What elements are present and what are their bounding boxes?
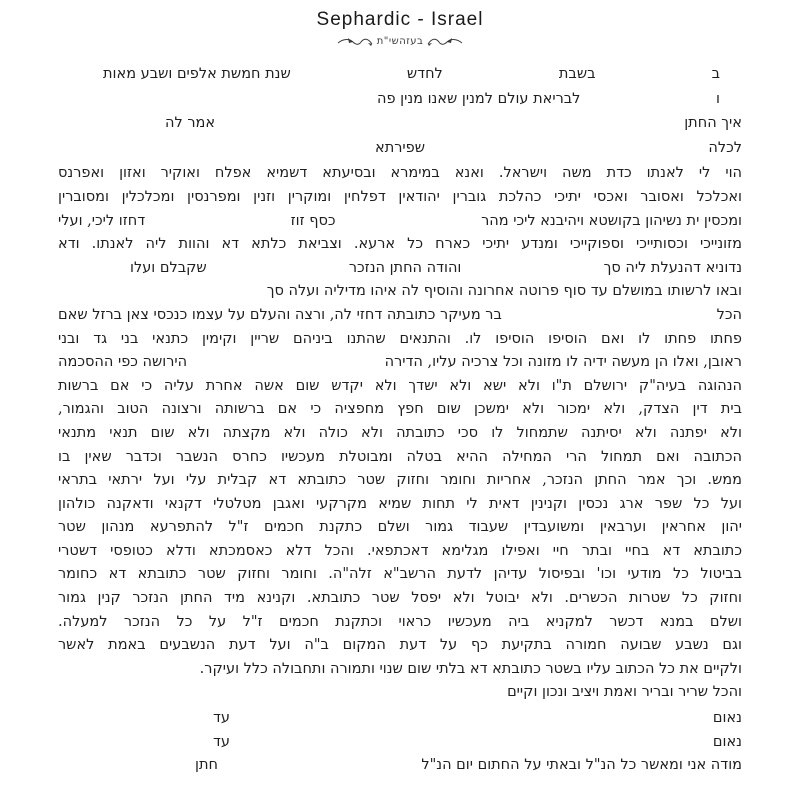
document-line: ולא יפתנה ולא יסיתנה שתמחול לו סכי כתובתה ולא כולה ולא מקצתה ולא שום תנאי מתנאי xyxy=(58,424,742,441)
ketubah-document xyxy=(0,8,800,808)
page-title: Sephardic - Israel xyxy=(316,9,484,30)
document-line: פחתו פחתו לו ואם הוסיפו הוסיפו לו. והתנאים שהתנו ביניהם שריין וקימין כתנאי בני גד ובני xyxy=(58,330,742,347)
document-line: ואכלכל ואסובר ואכסי יתיכי כהלכת גוברין יהודאין דפלחין ומוקרין וזנין ומפרנסין ומכלכלין ומסוברין xyxy=(58,188,742,205)
document-line: הנהוגה בעיה"ק ירושלם ת"ו ולא ישא ולא ישדך ולא יקדש שום אשה אחרת עליה כי אם ברשות xyxy=(58,377,742,394)
line-segment: נדוניא דהנעלת ליה סך xyxy=(603,259,742,276)
document-line: וגם נשבע שבועה חמורה בתקיעת כף על דעת המקום ב"ה ועל דעת הנשבעים באמת לאשר xyxy=(58,637,742,654)
line-segment: נאום xyxy=(712,710,742,727)
document-line xyxy=(58,304,742,328)
line-segment: ראובן, ואלו הן מעשה ידיה לו מזונה וכל צרכיה עליו, הדירה xyxy=(384,354,742,371)
line-segment: עד xyxy=(213,710,230,727)
document-header-lines xyxy=(58,62,742,160)
document-line xyxy=(58,136,742,161)
document-line: ולקיים את כל הכתוב עליו בשטר כתובתא דא בלתי שום שנוי ותמורה ותחבולה כלל ועיקר. xyxy=(199,660,742,677)
document-line xyxy=(58,62,742,87)
document-line xyxy=(58,351,742,375)
line-segment: הירושה כפי ההסכמה xyxy=(58,354,188,371)
document-line xyxy=(58,707,742,731)
line-segment: נאום xyxy=(712,733,742,750)
line-segment: דחזו ליכי, ועלי xyxy=(58,212,146,229)
document-line xyxy=(58,210,742,234)
document-line: כתובתא דא בחיי ובתר חיי ואפילו מגלימא דאכתפאי. והכל דלא כאסמכתא ודלא כטופסי דשטרי xyxy=(58,542,742,559)
line-segment: ו xyxy=(716,90,720,107)
line-segment: כסף זוז xyxy=(290,212,336,229)
line-segment: שפירתא xyxy=(375,139,425,156)
line-segment: לכלה xyxy=(708,139,742,156)
document-line: ממש. וכך אמר החתן הנזכר, אחריות וחומר וחזוק שטר כתובתא דא קבלית עלי ועל ירתאי בתראי xyxy=(58,472,742,489)
document-line xyxy=(58,257,742,281)
line-segment: הכל xyxy=(716,306,742,323)
ornament xyxy=(0,36,800,48)
line-segment: עד xyxy=(213,733,230,750)
document-line xyxy=(58,87,742,112)
document-line: יהון אחראין וערבאין ומשועבדין שעבוד גמור ושלם כתקנת חכמים ז"ל להתפרעא מנהון שטר xyxy=(58,519,742,536)
document-line: בביטול כל מודעי וכו' ובפיסול עדיהן לדעת הרשב"א זלה"ה. וחומר וחזוק שטר כתובתא דא כחומר xyxy=(58,566,742,583)
document-line: וחזוק כל שטרות הכשרים. ולא יבוטל ולא יפסל שטר כתובתא. וקנינא מיד החתן הנזכר קנין גמור xyxy=(58,590,742,607)
document-line xyxy=(58,111,742,136)
line-segment: בשבת xyxy=(558,66,596,82)
document-text xyxy=(0,62,800,778)
document-line: מזונייכי וכסותייכי וספוקייכי ומנדע יתיכי כארח כל ארעא. וצביאת כלתא דא והוות ליה לאנתו. ודא xyxy=(58,236,742,253)
line-segment: שנת חמשת אלפים ושבע מאות xyxy=(103,66,291,82)
line-segment: חתן xyxy=(195,757,218,774)
document-line: והכל שריר ובריר ואמת ויציב ונכון וקיים xyxy=(507,684,742,701)
line-segment: והודה החתן הנזכר xyxy=(348,259,462,276)
flourish-left-icon xyxy=(336,36,374,48)
line-segment: ב xyxy=(711,66,720,82)
line-segment: שקבלם ועלו xyxy=(130,259,207,276)
line-segment: אמר לה xyxy=(165,115,216,132)
document-line: ושלם במנא דכשר למקניא ביה מעכשיו כראוי וכתקנת חכמים ז"ל על כל הנזכר למעלה. xyxy=(58,613,742,630)
line-segment: לבריאת עולם למנין שאנו מנין פה xyxy=(377,90,581,107)
line-segment: לחדש xyxy=(406,66,443,82)
line-segment: מודה אני ומאשר כל הנ"ל ובאתי על החתום יום הנ"ל xyxy=(421,757,742,774)
document-line: ובאו לרשותו במושלם עד סוף פרוטה אחרונה והוסיף לה איהו מדיליה ועלה סך xyxy=(266,283,742,300)
ornament-text: בעזהשי"ת xyxy=(376,36,424,47)
document-line: ועל כל שפר ארג נכסין וקנינין דאית לי תחות שמיא מקרקעי ואגבן מטלטלי דקנאי ודאקנה כולהון xyxy=(58,495,742,512)
document-line: בית דין הצדק, ולא ימכור ולא ימשכן שום חפץ מחפציה כי אם ברשותה ורצונה הטוב והגמור, xyxy=(58,401,742,418)
document-signature-lines xyxy=(58,707,742,778)
flourish-right-icon xyxy=(426,36,464,48)
line-segment: בר מעיקר כתובתה דחזי לה, ורצה והעלם על עצמו כנכסי צאן ברזל שאם xyxy=(58,306,502,323)
document-line: הכתובה ואם תמחול הרי המחילה ההיא בטלה ומבוטלת מעכשיו כחרס הנשבר וכדבר שאין בו xyxy=(58,448,742,465)
document-line xyxy=(58,754,742,778)
document-line: הוי לי לאנתו כדת משה וישראל. ואנא במימרא ובסיעתא דשמיא אפלח ואוקיר ואזון ואפרנס xyxy=(58,165,742,182)
document-line xyxy=(58,731,742,755)
line-segment: איך החתן xyxy=(684,115,742,132)
document-body-lines xyxy=(58,162,742,705)
line-segment: ומכסין ית נשיהון בקושטא ויהיבנא ליכי מהר xyxy=(481,212,742,229)
